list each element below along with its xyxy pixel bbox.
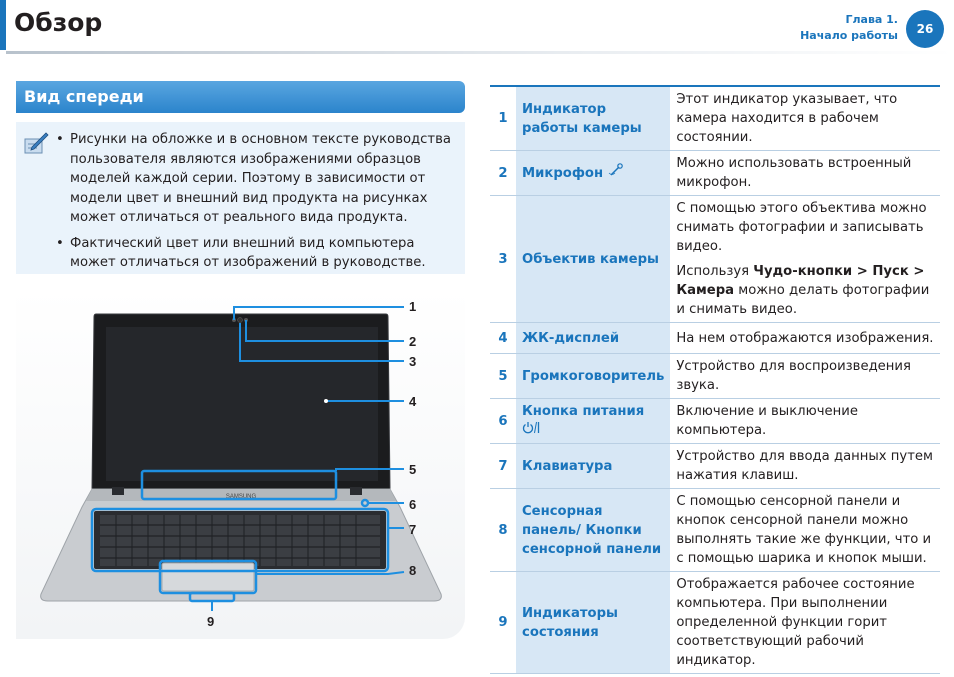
table-row — [490, 572, 940, 674]
callout-1: 1 — [409, 299, 417, 314]
table-row — [490, 86, 940, 151]
note-item: • Фактический цвет или внешний вид компьютера может отличаться от изображений в руководстве. — [56, 234, 456, 273]
header-accent-bar — [0, 0, 6, 50]
desc-menu-path: Чудо-кнопки > Пуск > Камера — [676, 264, 925, 298]
chapter-number: Глава 1. — [845, 13, 898, 26]
row-number: 3 — [490, 196, 516, 323]
component-description: Этот индикатор указывает, что камера находится в рабочем состоянии. — [670, 86, 940, 151]
section-title: Вид спереди — [24, 87, 144, 106]
lcd-marker — [324, 399, 328, 403]
note-box — [16, 122, 465, 274]
table-row — [490, 196, 940, 323]
callout-6: 6 — [409, 497, 417, 512]
table-row — [490, 354, 940, 399]
component-name: Объектив камеры — [516, 196, 670, 323]
callout-3: 3 — [409, 354, 417, 369]
component-name — [516, 151, 670, 196]
section-header — [16, 81, 465, 113]
component-name: Громкоговоритель — [516, 354, 670, 399]
laptop-illustration — [16, 289, 465, 639]
component-description — [670, 196, 940, 323]
chapter-title: Начало работы — [800, 29, 898, 42]
hinge-left — [112, 487, 124, 495]
component-table — [490, 85, 940, 674]
touchpad — [162, 563, 254, 591]
camera-lens — [238, 318, 243, 323]
component-name-text: Микрофон — [522, 166, 604, 181]
table-row — [490, 489, 940, 572]
component-name — [516, 399, 670, 444]
hinge-right — [350, 487, 362, 495]
component-name: Индикаторы состояния — [516, 572, 670, 674]
description-paragraph: С помощью этого объектива можно снимать фотографии и записывать видео. — [676, 201, 927, 254]
header-divider — [6, 51, 954, 54]
lcd-screen — [106, 327, 378, 481]
component-description: С помощью сенсорной панели и кнопок сенсорной панели можно выполнять такие же функции, что и с помощью шарика и кнопок мыши. — [670, 489, 940, 572]
callout-7: 7 — [409, 522, 417, 537]
desc-prefix: Используя — [676, 264, 754, 279]
table-row — [490, 444, 940, 489]
callout-8: 8 — [409, 563, 417, 578]
component-name: Клавиатура — [516, 444, 670, 489]
callout-2: 2 — [409, 334, 417, 349]
row-number: 8 — [490, 489, 516, 572]
description-paragraph — [676, 262, 934, 319]
table-row — [490, 151, 940, 196]
desc-suffix: можно делать фотографии и снимать видео. — [676, 283, 930, 317]
chapter-label — [800, 12, 898, 44]
row-number: 1 — [490, 86, 516, 151]
note-list — [56, 130, 456, 279]
brand-logo: SAMSUNG — [225, 494, 257, 500]
power-icon — [522, 421, 540, 434]
component-description: На нем отображаются изображения. — [670, 323, 940, 354]
component-description: Отображается рабочее состояние компьютера. При выполнении определенной функции горит соответствующий рабочий индикатор. — [670, 572, 940, 674]
component-description: Устройство для ввода данных путем нажатия клавиш. — [670, 444, 940, 489]
component-description: Устройство для воспроизведения звука. — [670, 354, 940, 399]
component-name: Индикатор работы камеры — [516, 86, 670, 151]
callout-5: 5 — [409, 462, 417, 477]
component-name: ЖК-дисплей — [516, 323, 670, 354]
table-row — [490, 323, 940, 354]
note-item: • Рисунки на обложке и в основном тексте руководства пользователя являются изображениями образцов моделей каждой серии. Поэтому в зависимости от модели цвет и внешний вид продукта на рисунках может отличаться от реального вида продукта. — [56, 130, 456, 228]
callout-4: 4 — [409, 394, 417, 409]
row-number: 7 — [490, 444, 516, 489]
component-name: Сенсорная панель/ Кнопки сенсорной панели — [516, 489, 670, 572]
microphone-icon — [608, 163, 624, 177]
note-pencil-icon — [22, 130, 50, 158]
row-number: 5 — [490, 354, 516, 399]
laptop-figure — [16, 289, 465, 639]
table-row — [490, 399, 940, 444]
component-description: Можно использовать встроенный микрофон. — [670, 151, 940, 196]
page-title: Обзор — [14, 8, 103, 37]
component-description: Включение и выключение компьютера. — [670, 399, 940, 444]
row-number: 6 — [490, 399, 516, 444]
component-name-text: Кнопка питания — [522, 404, 645, 419]
callout-9: 9 — [207, 614, 215, 629]
row-number: 4 — [490, 323, 516, 354]
row-number: 2 — [490, 151, 516, 196]
row-number: 9 — [490, 572, 516, 674]
page-number-badge: 26 — [906, 10, 944, 48]
